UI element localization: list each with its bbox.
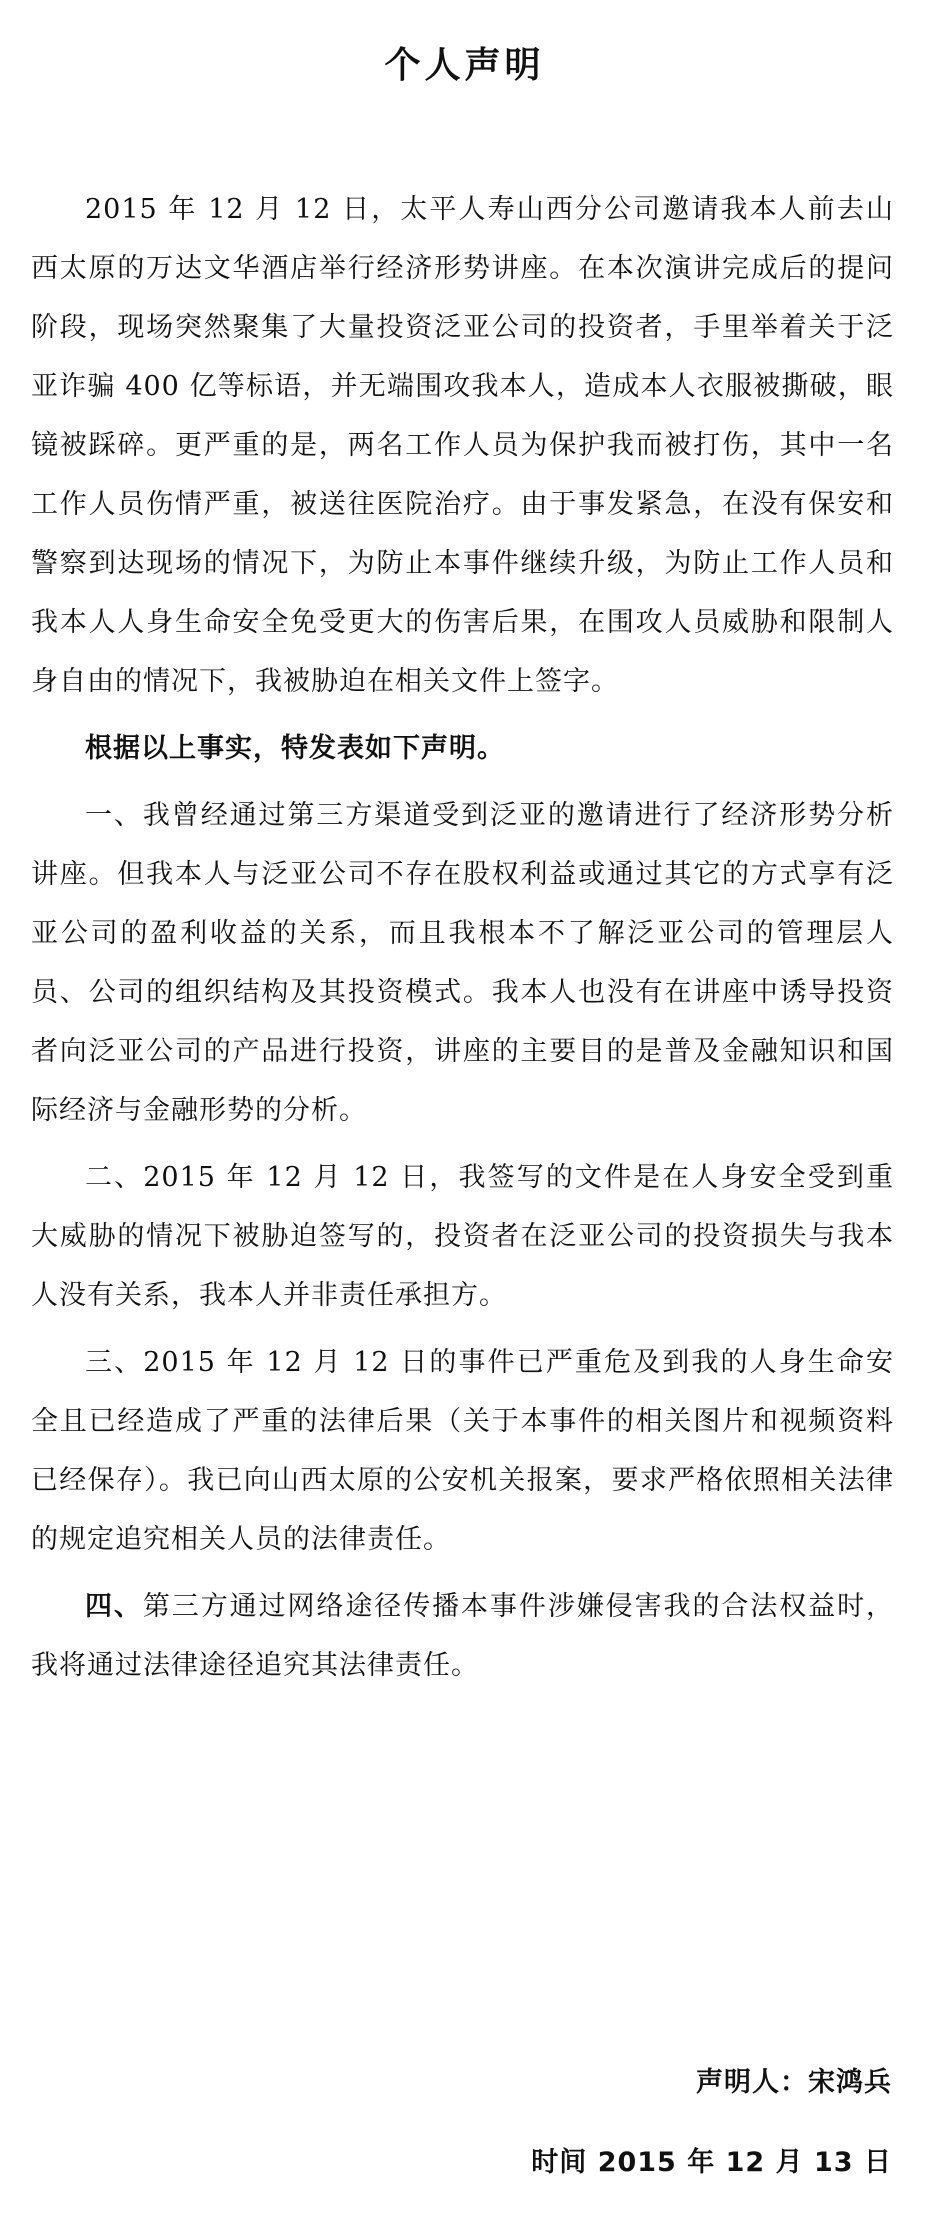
statement-item-4-lead: 四、 <box>85 1591 143 1622</box>
statement-item-2: 二、2015 年 12 月 12 日，我签写的文件是在人身安全受到重大威胁的情况下被胁迫签写的，投资者在泛亚公司的投资损失与我本人没有关系，我本人并非责任承担方。 <box>31 1162 894 1311</box>
statement-item-4-text: 第三方通过网络途径传播本事件涉嫌侵害我的合法权益时，我将通过法律途径追究其法律责任。 <box>31 1591 895 1681</box>
signature-line: 声明人：宋鸿兵 <box>696 2067 892 2098</box>
date-line: 时间 2015 年 12 月 13 日 <box>531 2147 892 2178</box>
document-body <box>31 180 894 1695</box>
statement-item-3: 三、2015 年 12 月 12 日的事件已严重危及到我的人身生命安全且已经造成了严重的法律后果（关于本事件的相关图片和视频资料已经保存）。我已向山西太原的公安机关报案，要求严格依照相关法律的规定追究相关人员的法律责任。 <box>31 1347 894 1555</box>
intro-paragraph: 2015 年 12 月 12 日，太平人寿山西分公司邀请我本人前去山西太原的万达文华酒店举行经济形势讲座。在本次演讲完成后的提问阶段，现场突然聚集了大量投资泛亚公司的投资者，手里举着关于泛亚诈骗 400 亿等标语，并无端围攻我本人，造成本人衣服被撕破，眼镜被踩碎。更严重的是，两名工作人员为保护我而被打伤，其中一名工作人员伤情严重，被送往医院治疗。由于事发紧急，在没有保安和警察到达现场的情况下，为防止本事件继续升级，为防止工作人员和我本人人身生命安全免受更大的伤害后果，在围攻人员威胁和限制人身自由的情况下，我被胁迫在相关文件上签字。 <box>31 194 894 697</box>
statement-heading: 根据以上事实，特发表如下声明。 <box>85 733 505 764</box>
statement-item-4 <box>31 1577 894 1695</box>
statement-item-1: 一、我曾经通过第三方渠道受到泛亚的邀请进行了经济形势分析讲座。但我本人与泛亚公司不存在股权利益或通过其它的方式享有泛亚公司的盈利收益的关系，而且我根本不了解泛亚公司的管理层人员、公司的组织结构及其投资模式。我本人也没有在讲座中诱导投资者向泛亚公司的产品进行投资，讲座的主要目的是普及金融知识和国际经济与金融形势的分析。 <box>31 800 894 1126</box>
document-title: 个人声明 <box>384 45 545 86</box>
